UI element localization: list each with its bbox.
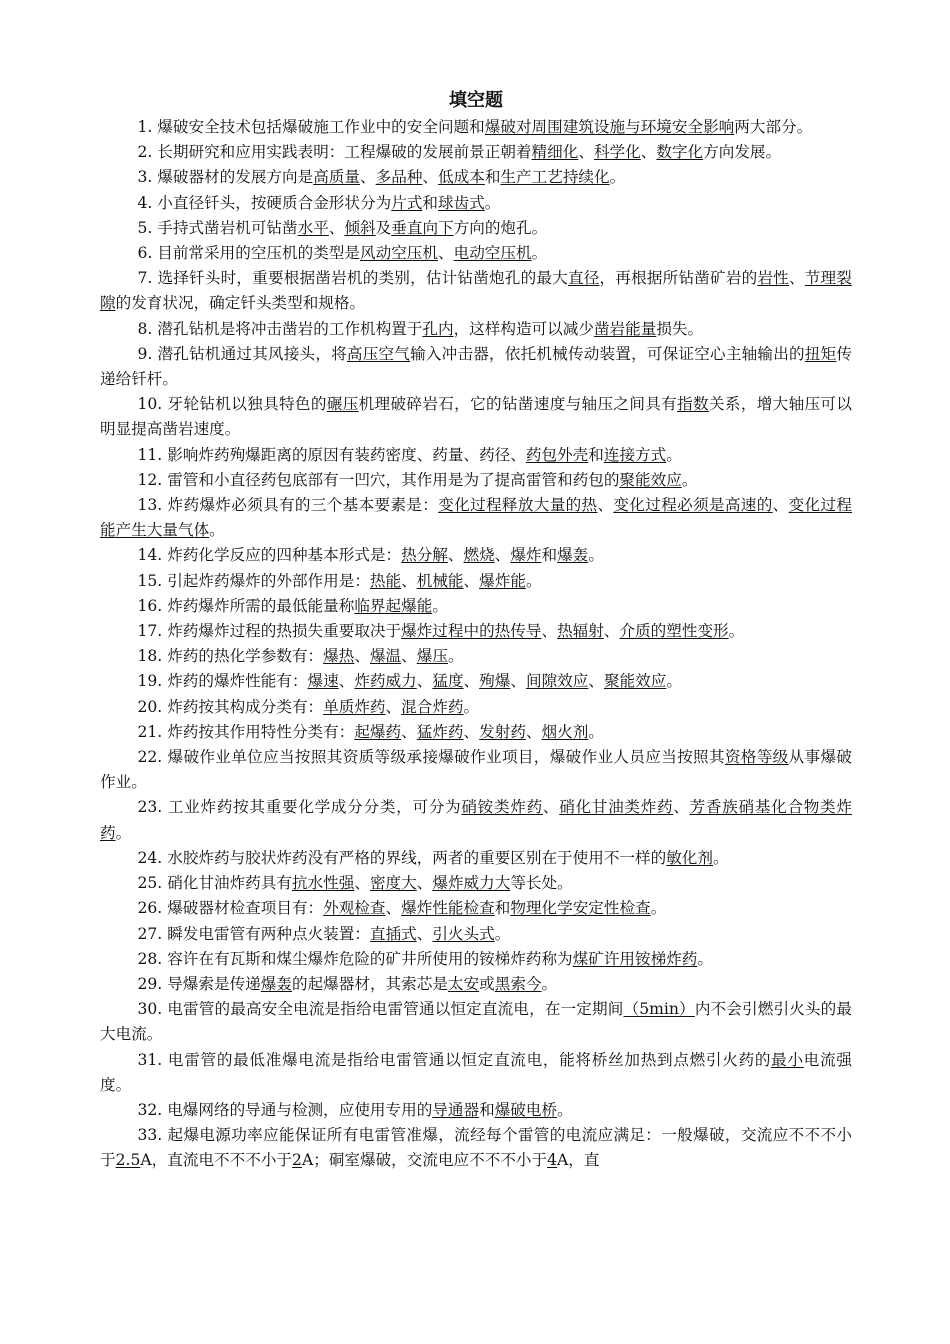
answer-blank: 低成本 [438, 168, 485, 187]
question-item [100, 871, 852, 896]
question-text: 、 [360, 168, 376, 187]
question-text: ，这样构造可以减少 [453, 319, 594, 338]
question-text: 、 [401, 647, 417, 666]
question-text: 、 [416, 672, 433, 691]
answer-blank: 高压空气 [346, 344, 411, 363]
question-text: 等长处。 [510, 874, 573, 893]
answer-blank: （5min） [623, 1000, 695, 1019]
answer-blank: 最小 [771, 1050, 804, 1069]
answer-blank: 2 [292, 1151, 302, 1170]
question-text: 7. 选择钎头时，重要根据凿岩机的类别，估计钻凿炮孔的最大 [137, 269, 568, 288]
answer-blank: 烟火剂 [541, 722, 589, 741]
question-item [100, 1123, 852, 1173]
answer-blank: 热能 [369, 571, 402, 590]
question-text: A，直 [557, 1151, 600, 1170]
question-text: 27. 瞬发电雷管有两种点火装置： [137, 924, 370, 943]
answer-blank: 燃烧 [463, 546, 495, 565]
answer-blank: 热辐射 [557, 622, 604, 641]
question-text: 。 [713, 848, 729, 867]
question-item [100, 795, 852, 845]
answer-blank: 爆轰 [557, 546, 589, 565]
question-text: 的起爆器材，其索芯是 [291, 974, 448, 993]
question-text: 17. 炸药爆炸过程的热损失重要取决于 [137, 622, 402, 641]
question-text: 24. 水胶炸药与胶状炸药没有严格的界线，两者的重要区别在于使用不一样的 [137, 848, 667, 867]
question-text: 、 [385, 899, 402, 918]
question-text: 23. 工业炸药按其重要化学成分分类，可分为 [137, 798, 462, 817]
answer-blank: 抗水性强 [291, 874, 355, 893]
question-text: 8. 潜孔钻机是将冲击凿岩的工作机构置于 [137, 319, 423, 338]
answer-blank: 炸药威力 [354, 672, 417, 691]
question-item [100, 266, 852, 316]
answer-blank: 直径 [567, 269, 600, 288]
question-text: 方向发展。 [703, 143, 782, 162]
question-text: 。 [666, 672, 682, 691]
question-text: 、 [588, 672, 604, 691]
answer-blank: 爆轰 [260, 974, 292, 993]
answer-blank: 太安 [447, 974, 480, 993]
question-text: 或 [479, 974, 495, 993]
question-item [100, 720, 852, 745]
question-text: 31. 电雷管的最低准爆电流是指给电雷管通以恒定直流电，能将桥丝加热到点燃引火药的 [137, 1050, 772, 1069]
answer-blank: 孔内 [422, 319, 454, 338]
question-text: 方向的炮孔。 [453, 218, 548, 237]
answer-blank: 高质量 [313, 168, 361, 187]
page-title: 填空题 [449, 90, 503, 111]
answer-blank: 混合炸药 [401, 697, 464, 716]
answer-blank: 临界起爆能 [354, 596, 433, 615]
question-text: 9. 潜孔钻机通过其风接头，将 [137, 344, 347, 363]
answer-blank: 爆炸威力大 [432, 874, 511, 893]
question-text: 28. 容许在有瓦斯和煤尘爆炸危险的矿井所使用的铵梯炸药称为 [137, 949, 573, 968]
question-text: 13. 炸药爆炸必须具有的三个基本要素是： [137, 496, 439, 515]
answer-blank: 资格等级 [724, 748, 789, 767]
question-text: 、 [416, 924, 433, 943]
answer-blank: 凿岩能量 [593, 319, 657, 338]
answer-blank: 2.5 [115, 1151, 141, 1170]
question-text: 6. 目前常采用的空压机的类型是 [137, 244, 360, 263]
answer-blank: 起爆药 [354, 722, 402, 741]
answer-blank: 生产工艺持续化 [500, 168, 610, 187]
question-text: 12. 雷管和小直径药包底部有一凹穴，其作用是为了提高雷管和药包的 [137, 470, 620, 489]
answer-blank: 精细化 [531, 143, 579, 162]
answer-blank: 扭矩 [804, 344, 837, 363]
answer-blank: 间隙效应 [525, 672, 589, 691]
question-text: 。 [525, 571, 542, 590]
question-text: 传递给钎杆。 [100, 344, 852, 389]
question-text: 3. 爆破器材的发展方向是 [137, 168, 314, 187]
question-item [100, 317, 852, 342]
answer-blank: 倾斜 [344, 218, 376, 237]
question-text: 和 [541, 546, 558, 565]
question-text: 5. 手持式凿岩机可钻凿 [137, 218, 298, 237]
question-text: 。 [681, 470, 698, 489]
question-text: 。 [494, 924, 511, 943]
answer-blank: 爆速 [307, 672, 339, 691]
question-item [100, 695, 852, 720]
question-text: 、 [328, 218, 345, 237]
answer-blank: 水平 [297, 218, 329, 237]
question-text: A，直流电不不不小于 [140, 1151, 293, 1170]
answer-blank: 变化过程能产生大量气体 [100, 496, 852, 540]
answer-blank: 介质的塑性变形 [619, 622, 729, 641]
answer-blank: 引火头式 [432, 924, 495, 943]
question-text: 、 [354, 874, 370, 893]
question-text: 。 [666, 445, 682, 464]
question-text: 16. 炸药爆炸所需的最低能量称 [137, 596, 355, 615]
question-item [100, 543, 852, 568]
answer-blank: 硝化甘油类炸药 [559, 798, 674, 817]
question-item [100, 392, 852, 442]
question-text: 、 [422, 168, 439, 187]
question-text: 和 [484, 168, 501, 187]
answer-blank: 爆热 [323, 647, 355, 666]
question-text: 14. 炸药化学反应的四种基本形式是： [137, 546, 402, 565]
answer-blank: 煤矿许用铵梯炸药 [572, 949, 698, 968]
question-text: 和 [479, 1100, 495, 1119]
question-text: 。 [728, 622, 745, 641]
question-item [100, 115, 852, 140]
question-text: 。 [588, 546, 604, 565]
question-item [100, 443, 852, 468]
question-item [100, 947, 852, 972]
answer-blank: 爆炸性能检查 [401, 899, 495, 918]
question-text: 29. 导爆索是传递 [137, 974, 261, 993]
answer-blank: 垂直向下 [391, 218, 454, 237]
answer-blank: 机械能 [416, 571, 464, 590]
question-text: 。 [531, 244, 548, 263]
question-text: 25. 硝化甘油炸药具有 [137, 874, 292, 893]
question-item [100, 191, 852, 216]
answer-blank: 导通器 [432, 1100, 480, 1119]
question-text: 26. 爆破器材检查项目有： [137, 899, 324, 918]
question-item [100, 569, 852, 594]
answer-blank: 爆破电桥 [494, 1100, 558, 1119]
question-item [100, 165, 852, 190]
question-text: 。 [432, 596, 448, 615]
question-text: 。 [484, 193, 501, 212]
answer-blank: 多品种 [375, 168, 423, 187]
question-text: 。 [447, 647, 464, 666]
answer-blank: 硝铵类炸药 [461, 798, 543, 817]
question-text: 电流强度。 [100, 1050, 852, 1094]
question-text: 、 [541, 622, 558, 641]
answer-blank: 猛炸药 [416, 722, 464, 741]
question-text: A；硐室爆破，交流电应不不不小于 [301, 1151, 548, 1170]
question-text: 。 [463, 697, 480, 716]
question-text: 19. 炸药的爆炸性能有： [137, 672, 308, 691]
answer-blank: 单质炸药 [323, 697, 386, 716]
question-text: 32. 电爆网络的导通与检测，应使用专用的 [137, 1100, 433, 1119]
question-text: 、 [447, 546, 464, 565]
question-text: 、 [603, 622, 620, 641]
question-text: 、 [385, 697, 402, 716]
answer-blank: 外观检查 [323, 899, 386, 918]
question-text: ，再根据所钻凿矿岩的 [599, 269, 758, 288]
question-text: 11. 影响炸药殉爆距离的原因有装药密度、药量、药径、 [137, 445, 526, 464]
answer-blank: 黑索今 [494, 974, 542, 993]
question-item [100, 241, 852, 266]
question-item [100, 745, 852, 795]
question-text: 、 [494, 546, 511, 565]
question-item [100, 216, 852, 241]
question-text: 和 [422, 193, 438, 212]
question-text: 、 [463, 571, 480, 590]
question-text: 33. 起爆电源功率应能保证所有电雷管准爆，流经每个雷管的电流应满足：一般爆破，交流应不不不小于 [100, 1126, 852, 1170]
question-text: 20. 炸药按其构成分类有： [137, 697, 324, 716]
answer-blank: 热分解 [401, 546, 448, 565]
question-text: 损失。 [656, 319, 704, 338]
answer-blank: 直插式 [369, 924, 417, 943]
question-text: 从事爆破作业。 [100, 748, 852, 792]
question-item [100, 896, 852, 921]
answer-blank: 殉爆 [479, 672, 511, 691]
question-item [100, 342, 852, 392]
question-text: 和 [494, 899, 511, 918]
question-text: 、 [354, 647, 370, 666]
question-text: 、 [401, 722, 417, 741]
answer-blank: 爆炸过程中的热传导 [401, 622, 542, 641]
answer-blank: 药包外壳 [525, 445, 589, 464]
question-text: 关系，增大轴压可以明显提高凿岩速度。 [100, 395, 852, 439]
question-text: 。 [115, 823, 132, 842]
answer-blank: 聚能效应 [603, 672, 667, 691]
question-text: 、 [416, 874, 433, 893]
question-text: 15. 引起炸药爆炸的外部作用是： [137, 571, 370, 590]
answer-blank: 节理裂隙 [100, 269, 852, 313]
question-item [100, 619, 852, 644]
question-text: 。 [557, 1100, 573, 1119]
answer-blank: 连接方式 [603, 445, 667, 464]
question-item [100, 972, 852, 997]
question-text: 、 [542, 798, 560, 817]
question-text: 10. 牙轮钻机以独具特色的 [137, 395, 327, 414]
answer-blank: 爆破对周围建筑设施与环境安全影响 [484, 118, 735, 136]
question-text: 。 [650, 899, 667, 918]
answer-blank: 4 [547, 1151, 558, 1170]
answer-blank: 科学化 [593, 143, 641, 162]
answer-blank: 爆炸能 [479, 571, 526, 590]
answer-blank: 爆温 [369, 647, 402, 666]
question-item [100, 669, 852, 694]
question-text: 两大部分。 [734, 118, 813, 136]
question-text: 。 [609, 168, 626, 187]
question-text: 2. 长期研究和应用实践表明：工程爆破的发展前景正朝着 [137, 143, 532, 162]
question-text: 、 [772, 496, 789, 515]
answer-blank: 密度大 [369, 874, 417, 893]
question-text: 及 [375, 218, 392, 237]
question-text: 。 [588, 722, 604, 741]
question-item [100, 846, 852, 871]
answer-blank: 爆炸 [510, 546, 542, 565]
question-item [100, 644, 852, 669]
answer-blank: 变化过程释放大量的热 [438, 496, 598, 515]
question-text: 、 [401, 571, 417, 590]
question-text: 输入冲击器，依托机械传动装置，可保证空心主轴输出的 [410, 344, 805, 363]
question-text: 和 [588, 445, 604, 464]
question-text: 。 [209, 521, 225, 540]
question-text: 内不会引燃引火头的最大电流。 [100, 1000, 852, 1044]
question-text: 、 [338, 672, 355, 691]
question-text: 。 [541, 974, 558, 993]
question-text: 18. 炸药的热化学参数有： [137, 647, 324, 666]
question-item [100, 493, 852, 543]
question-text: 、 [525, 722, 542, 741]
answer-blank: 数字化 [656, 143, 704, 162]
answer-blank: 风动空压机 [360, 244, 438, 263]
answer-blank: 聚能效应 [619, 470, 682, 489]
answer-blank: 芳香族硝基化合物类炸药 [100, 798, 852, 842]
answer-blank: 碾压 [326, 395, 359, 414]
question-text: 、 [640, 143, 657, 162]
question-text: 、 [437, 244, 454, 263]
question-item [100, 1098, 852, 1123]
question-text: 22. 爆破作业单位应当按照其资质等级承接爆破作业项目，爆破作业人员应当按照其 [137, 748, 725, 767]
question-text: 、 [578, 143, 594, 162]
question-text: 、 [673, 798, 690, 817]
question-text: 、 [788, 269, 805, 288]
question-text: 1. 爆破安全技术包括爆破施工作业中的安全问题和 [137, 118, 485, 136]
question-text: 4. 小直径钎头，按硬质合金形状分为 [137, 193, 392, 212]
question-text: 、 [463, 672, 480, 691]
question-text: 、 [510, 672, 526, 691]
question-text: 21. 炸药按其作用特性分类有： [137, 722, 355, 741]
question-item [100, 594, 852, 619]
question-item [100, 140, 852, 165]
question-text: 。 [697, 949, 714, 968]
question-text: 、 [463, 722, 480, 741]
answer-blank: 发射药 [479, 722, 526, 741]
question-text: 30. 电雷管的最高安全电流是指给电雷管通以恒定直流电，在一定期间 [137, 1000, 624, 1019]
question-item [100, 997, 852, 1047]
answer-blank: 球齿式 [438, 193, 485, 212]
answer-blank: 指数 [677, 395, 709, 414]
answer-blank: 爆压 [416, 647, 448, 666]
question-item [100, 1048, 852, 1098]
answer-blank: 猛度 [432, 672, 464, 691]
answer-blank: 岩性 [757, 269, 789, 288]
answer-blank: 变化过程必须是高速的 [613, 496, 773, 515]
question-text: 、 [597, 496, 614, 515]
question-text: 的发育状况，确定钎头类型和规格。 [115, 294, 366, 313]
answer-blank: 敏化剂 [666, 848, 713, 867]
answer-blank: 物理化学安定性检查 [510, 899, 651, 918]
question-item [100, 922, 852, 947]
answer-blank: 电动空压机 [453, 244, 532, 263]
question-item [100, 468, 852, 493]
question-list [100, 115, 852, 1174]
answer-blank: 片式 [391, 193, 423, 212]
question-text: 机理破碎岩石，它的钻凿速度与轴压之间具有 [358, 395, 678, 414]
